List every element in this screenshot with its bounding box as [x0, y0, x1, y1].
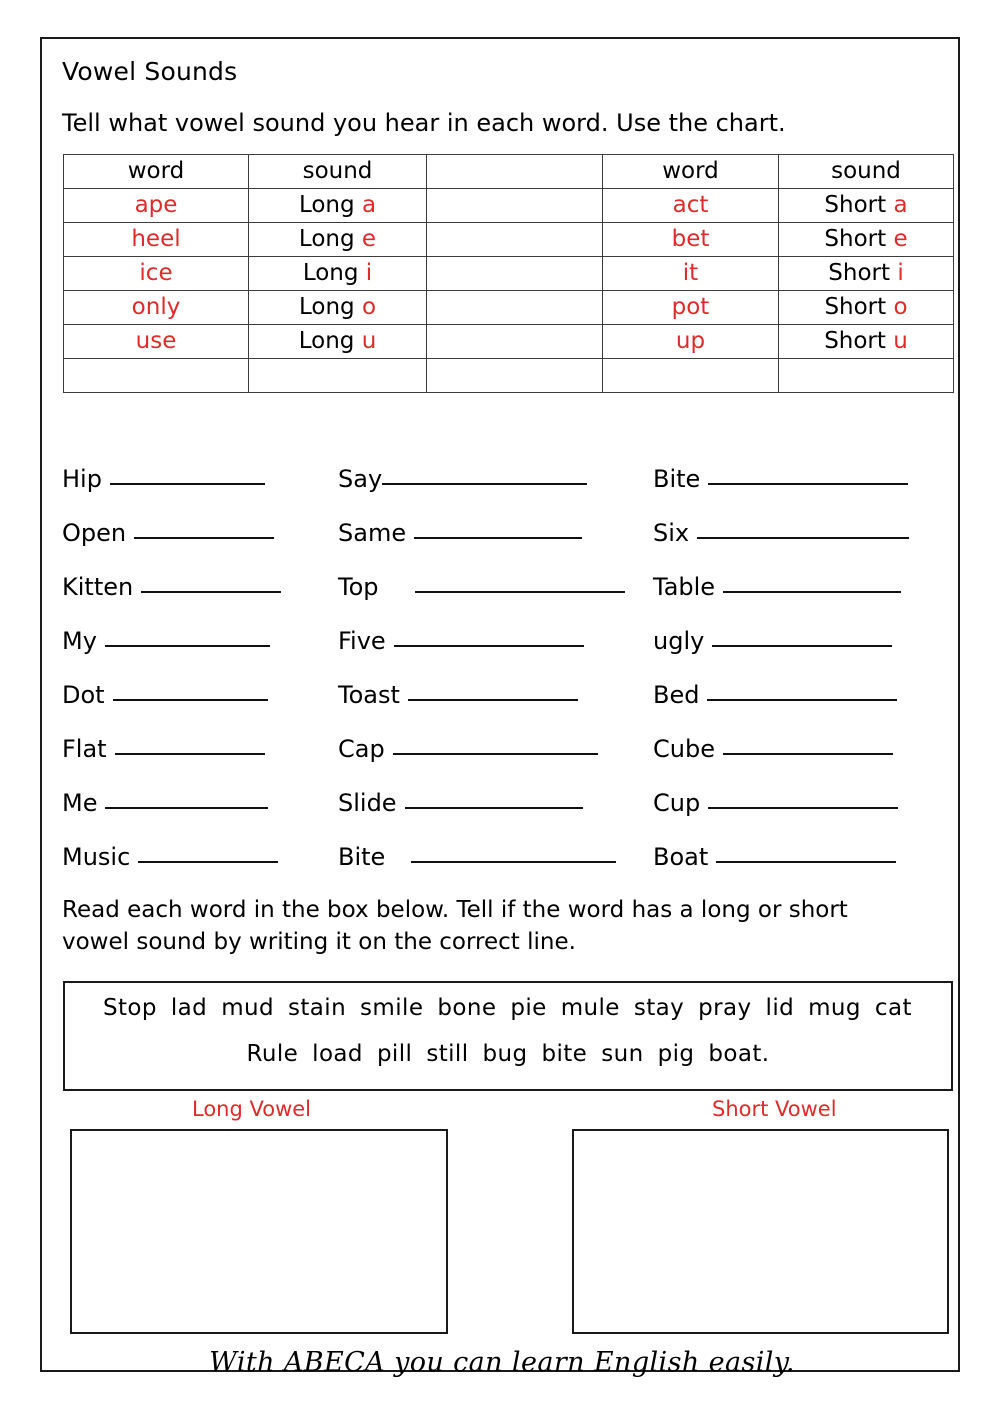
exercise-word-label: Me [62, 788, 98, 817]
exercise-word-label: Flat [62, 734, 107, 763]
exercise-word-label: Open [62, 518, 127, 547]
cell-word-right: bet [603, 222, 779, 256]
answer-blank-line[interactable] [723, 590, 901, 593]
word-bank-word: bite [541, 1041, 588, 1068]
cell-empty [64, 358, 249, 392]
exercise-item [338, 734, 653, 763]
word-bank-word: Stop [103, 995, 157, 1022]
word-blank-exercise [62, 437, 942, 869]
exercise-item [338, 518, 653, 547]
cell-word-right: pot [603, 290, 779, 324]
table-row [64, 222, 954, 256]
answer-blank-line[interactable] [723, 752, 893, 755]
exercise-word-label: Toast [338, 680, 400, 709]
word-bank-line-2 [83, 1043, 933, 1066]
exercise-item [338, 842, 653, 871]
cell-word-left: only [64, 290, 249, 324]
exercise-item [62, 788, 338, 817]
exercise-word-label: Bite [338, 842, 386, 871]
exercise-word-label: Six [653, 518, 690, 547]
cell-sound-right: Short o [779, 290, 954, 324]
exercise-item [62, 464, 338, 493]
cell-sound-left: Long u [249, 324, 427, 358]
answer-blank-line[interactable] [415, 590, 625, 593]
exercise-item [62, 518, 338, 547]
answer-blank-line[interactable] [716, 860, 896, 863]
word-bank-word: stay [633, 995, 685, 1022]
word-bank-box [63, 981, 953, 1091]
exercise-word-label: Kitten [62, 572, 134, 601]
answer-blank-line[interactable] [138, 860, 278, 863]
answer-blank-line[interactable] [697, 536, 909, 539]
exercise-word-label: Cup [653, 788, 701, 817]
exercise-word-label: Boat [653, 842, 709, 871]
exercise-item [62, 842, 338, 871]
table-header-row [64, 154, 954, 188]
word-bank-word: lad [170, 995, 208, 1022]
word-bank-word: cat [874, 995, 912, 1022]
answer-blank-line[interactable] [141, 590, 281, 593]
answer-blank-line[interactable] [105, 806, 268, 809]
answer-blank-line[interactable] [393, 752, 598, 755]
answer-blank-line[interactable] [105, 644, 270, 647]
answer-blank-line[interactable] [707, 698, 897, 701]
word-bank-word: lid [765, 995, 795, 1022]
header-sound-right: sound [779, 154, 954, 188]
exercise-word-label: Same [338, 518, 407, 547]
exercise-item [653, 734, 942, 763]
exercise-row [62, 707, 942, 761]
word-bank-word: smile [360, 995, 424, 1022]
exercise-item [338, 680, 653, 709]
exercise-row [62, 815, 942, 869]
exercise-word-label: Dot [62, 680, 105, 709]
exercise-word-label: Bed [653, 680, 700, 709]
exercise-item [653, 464, 942, 493]
answer-blank-line[interactable] [414, 536, 582, 539]
table-row-empty [64, 358, 954, 392]
answer-blank-line[interactable] [113, 698, 268, 701]
exercise-row [62, 653, 942, 707]
exercise-word-label: Say [338, 464, 383, 493]
table-row [64, 188, 954, 222]
header-spacer [427, 154, 603, 188]
word-bank-word: pray [698, 995, 752, 1022]
footer-tagline: With ABECA you can learn English easily. [209, 1347, 795, 1379]
word-bank-word: mug [808, 995, 861, 1022]
short-vowel-answer-box[interactable] [572, 1129, 949, 1334]
answer-blank-line[interactable] [382, 482, 587, 485]
cell-word-right: act [603, 188, 779, 222]
exercise-row [62, 491, 942, 545]
cell-sound-right: Short a [779, 188, 954, 222]
long-vowel-answer-box[interactable] [70, 1129, 448, 1334]
answer-blank-line[interactable] [408, 698, 578, 701]
exercise-item [338, 464, 653, 493]
exercise-item [62, 572, 338, 601]
cell-empty [779, 358, 954, 392]
cell-word-left: ice [64, 256, 249, 290]
exercise-row [62, 761, 942, 815]
exercise-item [338, 626, 653, 655]
cell-word-left: ape [64, 188, 249, 222]
exercise-word-label: Bite [653, 464, 701, 493]
exercise-item [338, 788, 653, 817]
answer-blank-line[interactable] [110, 482, 265, 485]
cell-spacer [427, 256, 603, 290]
answer-boxes [62, 1129, 952, 1341]
answer-blank-line[interactable] [708, 482, 908, 485]
answer-blank-line[interactable] [115, 752, 265, 755]
instruction-sorting: Read each word in the box below. Tell if the word has a long or short vowel sound by writing it on the correct line. [62, 896, 848, 955]
word-bank-word: pie [510, 995, 547, 1022]
word-bank-word: pig [657, 1041, 695, 1068]
exercise-item [62, 626, 338, 655]
exercise-item [653, 518, 942, 547]
word-bank-word: sun [601, 1041, 644, 1068]
exercise-word-label: Cap [338, 734, 385, 763]
exercise-row [62, 545, 942, 599]
cell-sound-right: Short i [779, 256, 954, 290]
answer-blank-line[interactable] [134, 536, 274, 539]
word-bank-word: pill [376, 1041, 413, 1068]
exercise-word-label: Cube [653, 734, 715, 763]
table-row [64, 290, 954, 324]
answer-blank-line[interactable] [411, 860, 616, 863]
sort-column-labels [62, 1097, 952, 1125]
exercise-item [653, 788, 942, 817]
word-bank-word: boat. [708, 1041, 770, 1068]
exercise-item [653, 626, 942, 655]
exercise-word-label: Music [62, 842, 131, 871]
word-bank-word: bone [437, 995, 497, 1022]
exercise-item [62, 734, 338, 763]
worksheet-page [40, 37, 960, 1379]
exercise-word-label: ugly [653, 626, 705, 655]
exercise-word-label: Table [653, 572, 716, 601]
cell-spacer [427, 290, 603, 324]
word-bank-word: load [312, 1041, 363, 1068]
page-title: Vowel Sounds [62, 57, 238, 86]
cell-spacer [427, 222, 603, 256]
cell-empty [249, 358, 427, 392]
exercise-word-label: Slide [338, 788, 397, 817]
answer-blank-line[interactable] [394, 644, 584, 647]
word-bank-word: stain [287, 995, 347, 1022]
cell-sound-left: Long i [249, 256, 427, 290]
word-bank-word: mud [221, 995, 274, 1022]
cell-word-right: up [603, 324, 779, 358]
header-sound-left: sound [249, 154, 427, 188]
vowel-reference-table [63, 154, 954, 393]
word-bank-word: mule [560, 995, 620, 1022]
cell-word-left: use [64, 324, 249, 358]
answer-blank-line[interactable] [712, 644, 892, 647]
answer-blank-line[interactable] [405, 806, 583, 809]
exercise-word-label: Hip [62, 464, 102, 493]
word-bank-word: bug [482, 1041, 528, 1068]
exercise-row [62, 437, 942, 491]
exercise-item [338, 572, 653, 601]
answer-blank-line[interactable] [708, 806, 898, 809]
exercise-item [653, 842, 942, 871]
exercise-item [653, 572, 942, 601]
table-row [64, 256, 954, 290]
header-word-right: word [603, 154, 779, 188]
cell-spacer [427, 324, 603, 358]
exercise-row [62, 599, 942, 653]
cell-sound-left: Long a [249, 188, 427, 222]
word-bank-word: still [426, 1041, 469, 1068]
long-vowel-label: Long Vowel [192, 1097, 312, 1122]
exercise-item [653, 680, 942, 709]
table-row [64, 324, 954, 358]
instruction-chart: Tell what vowel sound you hear in each word. Use the chart. [62, 109, 786, 137]
cell-word-right: it [603, 256, 779, 290]
cell-sound-right: Short e [779, 222, 954, 256]
cell-empty [603, 358, 779, 392]
header-word-left: word [64, 154, 249, 188]
exercise-item [62, 680, 338, 709]
word-bank-word: Rule [246, 1041, 299, 1068]
word-bank-line-1 [83, 997, 933, 1020]
cell-empty [427, 358, 603, 392]
short-vowel-label: Short Vowel [712, 1097, 837, 1122]
cell-sound-left: Long o [249, 290, 427, 324]
cell-word-left: heel [64, 222, 249, 256]
exercise-word-label: Five [338, 626, 386, 655]
exercise-word-label: My [62, 626, 97, 655]
cell-sound-left: Long e [249, 222, 427, 256]
cell-sound-right: Short u [779, 324, 954, 358]
exercise-word-label: Top [338, 572, 379, 601]
cell-spacer [427, 188, 603, 222]
